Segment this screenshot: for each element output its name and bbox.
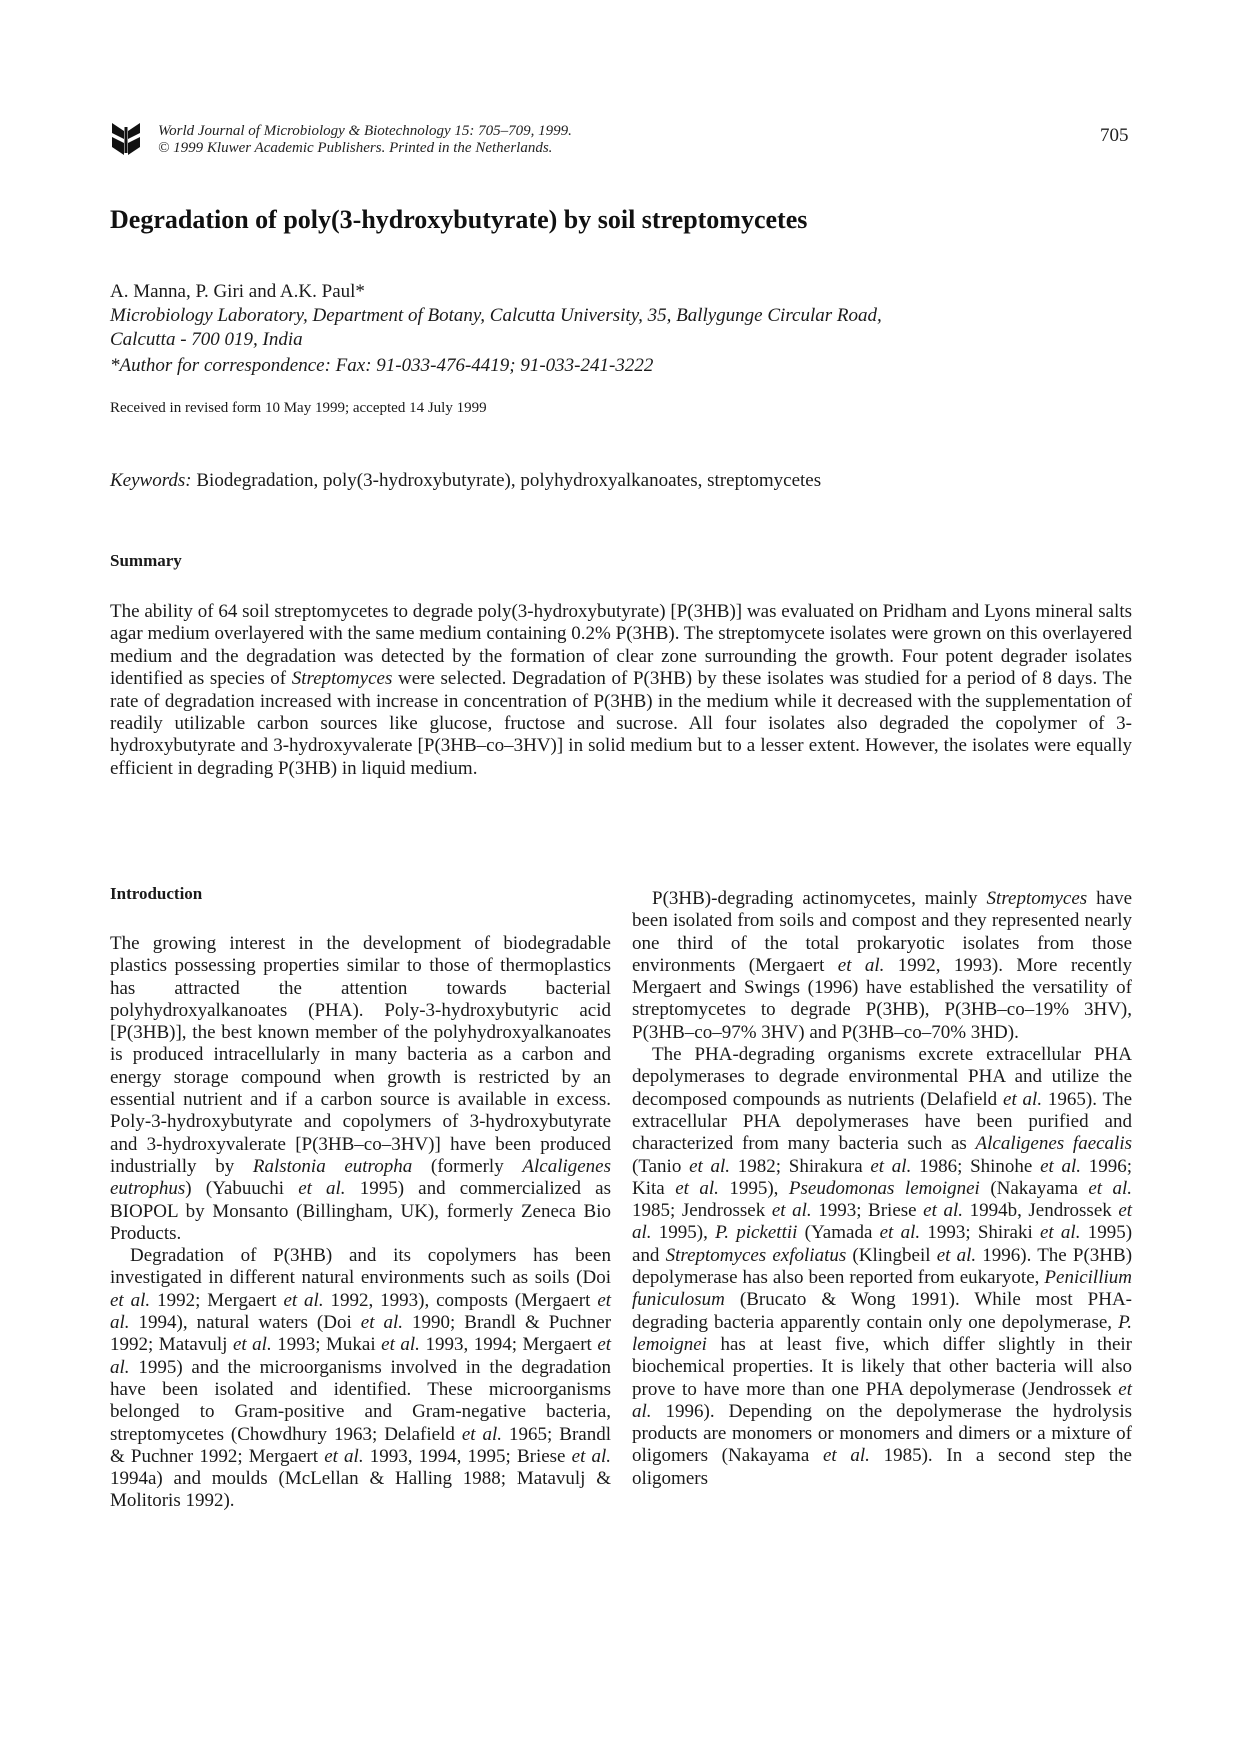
copyright-line: © 1999 Kluwer Academic Publishers. Printed in the Netherlands. <box>158 140 553 156</box>
intro-paragraph-1: The growing interest in the development of biodegradable plastics possessing properties similar to those of thermoplastics has attracted the attention towards bacterial polyhydroxyalkanoates (PHA). Poly-3-hydroxybutyric acid [P(3HB)], the best known member of the polyhydroxyalkanoates is produced intracellularly in many bacteria as a carbon and energy storage compound when growth is restricted by an essential nutrient and if a carbon source is available in excess. Poly-3-hydroxybutyrate and copolymers of 3-hydroxybutyrate and 3-hydroxyvalerate [P(3HB–co–3HV)] have been produced industrially by Ralstonia eutropha (formerly Alcaligenes eutrophus) (Yabuuchi et al. 1995) and commercialized as BIOPOL by Monsanto (Billingham, UK), formerly Zeneca Bio Products. <box>110 933 612 1244</box>
summary-paragraph: The ability of 64 soil streptomycetes to degrade poly(3-hydroxybutyrate) [P(3HB)] was evaluated on Pridham and Lyons mineral salts agar medium overlayered with the same medium containing 0.2% P(3HB). The streptomycete isolates were grown on this overlayered medium and the degradation was detected by the formation of clear zone surrounding the growth. Four potent degrader isolates identified as species of Streptomyces were selected. Degradation of P(3HB) by these isolates was studied for a period of 8 days. The rate of degradation increased with increase in concentration of P(3HB) in the medium while it decreased with the supplementation of readily utilizable carbon sources like glucose, fructose and sucrose. All four isolates also degraded the copolymer of 3-hydroxybutyrate and 3-hydroxyvalerate [P(3HB–co–3HV)] in solid medium but to a lesser extent. However, the isolates were equally efficient in degrading P(3HB) in liquid medium. <box>110 601 1132 779</box>
keywords-list: Biodegradation, poly(3-hydroxybutyrate), polyhydroxyalkanoates, streptomycetes <box>196 470 822 491</box>
intro-column-left <box>110 933 611 1513</box>
affiliation-line-1: Microbiology Laboratory, Department of Botany, Calcutta University, 35, Ballygunge Circular Road, <box>110 305 882 326</box>
keywords-label: Keywords: <box>110 470 192 491</box>
summary-heading: Summary <box>110 551 182 570</box>
introduction-heading: Introduction <box>110 884 203 903</box>
article-title: Degradation of poly(3-hydroxybutyrate) by soil streptomycetes <box>110 205 808 234</box>
keywords-line <box>110 470 821 492</box>
intro-paragraph-2: Degradation of P(3HB) and its copolymers has been investigated in different natural environments such as soils (Doi et al. 1992; Mergaert et al. 1992, 1993), composts (Mergaert et al. 1994), natural waters (Doi et al. 1990; Brandl & Puchner 1992; Matavulj et al. 1993; Mukai et al. 1993, 1994; Mergaert et al. 1995) and the microorganisms involved in the degradation have been isolated and identified. These microorganisms belonged to Gram-positive and Gram-negative bacteria, streptomycetes (Chowdhury 1963; Delafield et al. 1965; Brandl & Puchner 1992; Mergaert et al. 1993, 1994, 1995; Briese et al. 1994a) and moulds (McLellan & Halling 1988; Matavulj & Molitoris 1992). <box>110 1245 612 1512</box>
affiliation-line-2: Calcutta - 700 019, India <box>110 329 303 350</box>
publisher-logo <box>110 121 142 157</box>
received-dates: Received in revised form 10 May 1999; accepted 14 July 1999 <box>110 400 487 416</box>
author-list: A. Manna, P. Giri and A.K. Paul* <box>110 281 365 302</box>
intro-column-right <box>632 888 1132 1490</box>
intro-paragraph-3: P(3HB)-degrading actinomycetes, mainly Streptomyces have been isolated from soils and compost and they represented nearly one third of the total prokaryotic isolates from those environments (Mergaert et al. 1992, 1993). More recently Mergaert and Swings (1996) have established the versatility of streptomycetes to degrade P(3HB), P(3HB–co–19% 3HV), P(3HB–co–97% 3HV) and P(3HB–co–70% 3HD). <box>632 888 1133 1043</box>
page-number: 705 <box>1100 125 1129 146</box>
intro-paragraph-4: The PHA-degrading organisms excrete extracellular PHA depolymerases to degrade environmental PHA and utilize the decomposed compounds as nutrients (Delafield et al. 1965). The extracellular PHA depolymerases have been purified and characterized from many bacteria such as Alcaligenes faecalis (Tanio et al. 1982; Shirakura et al. 1986; Shinohe et al. 1996; Kita et al. 1995), Pseudomonas lemoignei (Nakayama et al. 1985; Jendrossek et al. 1993; Briese et al. 1994b, Jendrossek et al. 1995), P. pickettii (Yamada et al. 1993; Shiraki et al. 1995) and Streptomyces exfoliatus (Klingbeil et al. 1996). The P(3HB) depolymerase has also been reported from eukaryote, Penicillium funiculosum (Brucato & Wong 1991). While most PHA-degrading bacteria apparently contain only one depolymerase, P. lemoignei has at least five, which differ slightly in their biochemical properties. It is likely that other bacteria will also prove to have more than one PHA depolymerase (Jendrossek et al. 1996). Depending on the depolymerase the hydrolysis products are monomers or monomers and dimers or a mixture of oligomers (Nakayama et al. 1985). In a second step the oligomers <box>632 1044 1133 1489</box>
journal-citation: World Journal of Microbiology & Biotechnology 15: 705–709, 1999. <box>158 123 572 139</box>
correspondence-note: *Author for correspondence: Fax: 91-033-476-4419; 91-033-241-3222 <box>110 355 654 376</box>
